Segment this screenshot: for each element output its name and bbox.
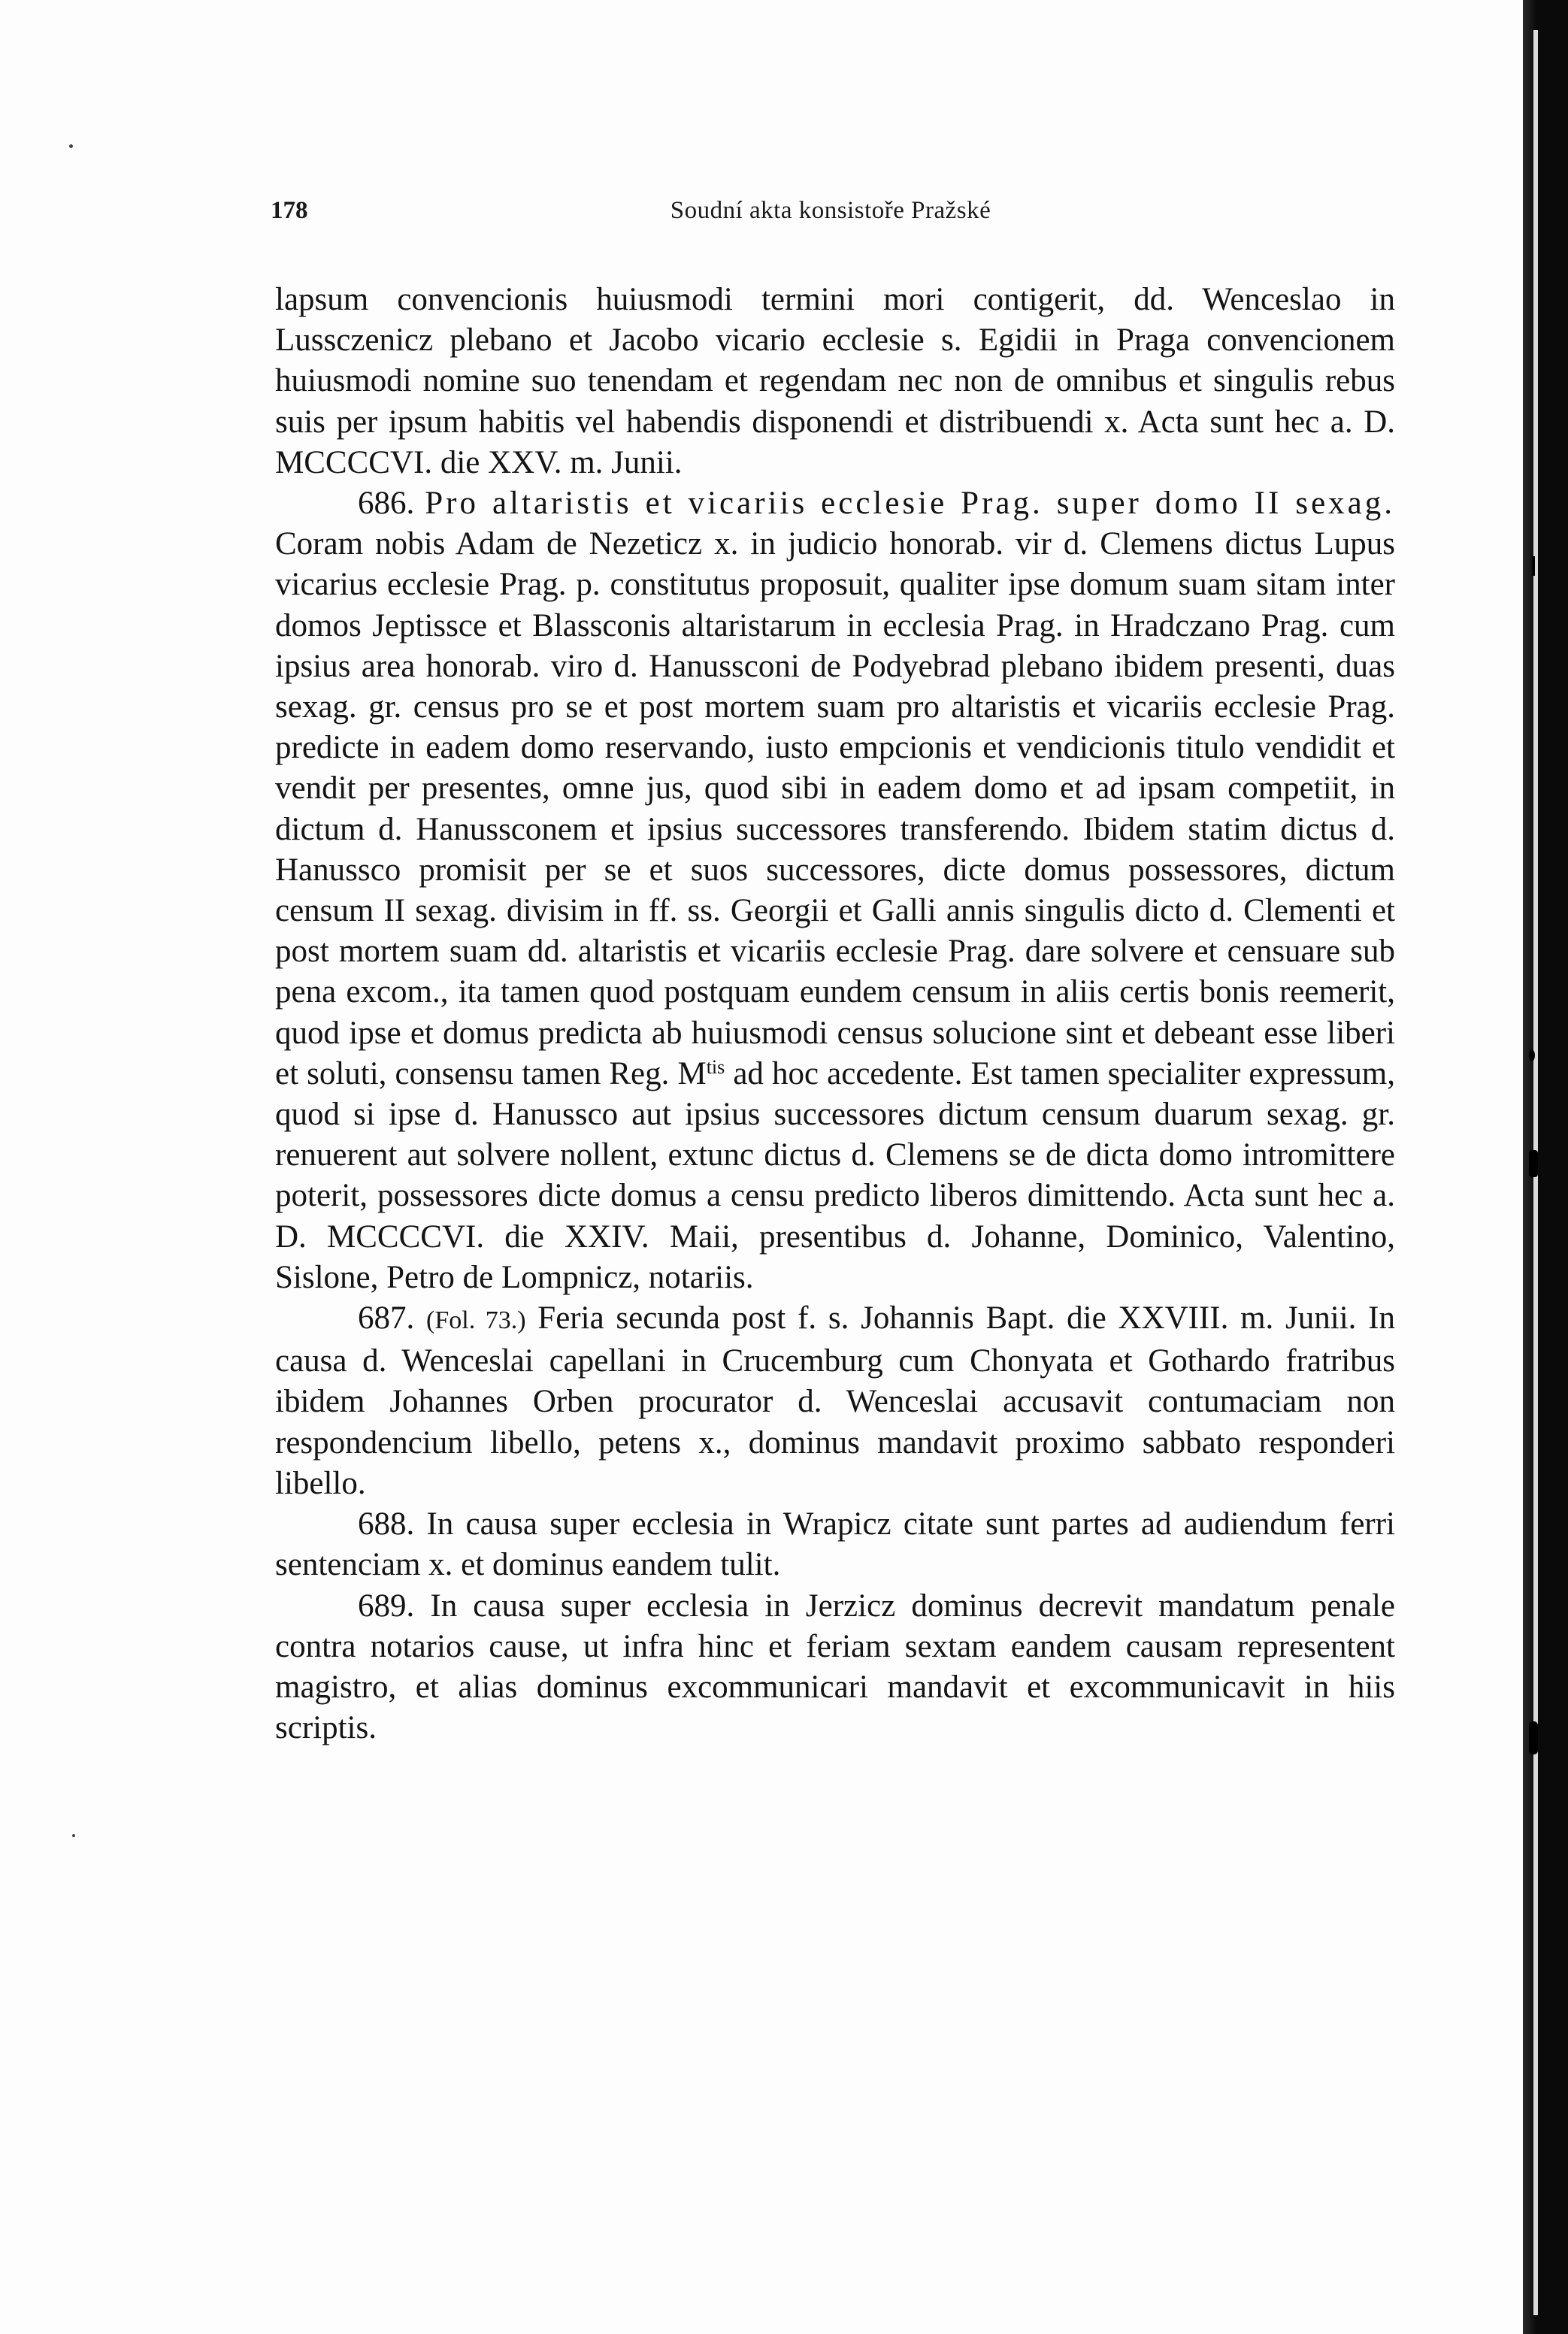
edge-mark <box>1529 1721 1538 1754</box>
entry-text: Coram nobis Adam de Nezeticz x. in judicio honorab. vir d. Clemens dictus Lupus vicarius ecclesie Prag. p. constitutus proposuit, qualiter ipse domum suam sitam inter domos Jeptissce et Blassconis altaristarum in ecclesia Prag. in Hradczano Prag. cum ipsius area honorab. viro d. Hanussconi de Podyebrad plebano ibidem presenti, duas sexag. gr. census pro se et post mortem suam pro altaristis et vicariis ecclesie Prag. predicte in eadem domo reservando, iusto empcionis et vendicionis titulo vendidit et vendit per presentes, omne jus, quod sibi in eadem domo et ad ipsam competiit, in dictum d. Hanussconem et ipsius successores transferendo. Ibidem statim dictus d. Hanussco promisit per se et suos successores, dicte domus possessores, dictum censum II sexag. divisim in ff. ss. Georgii et Galli annis singulis dicto d. Clementi et post mortem suam dd. altaristis et vicariis ecclesie Prag. dare solvere et censuare sub pena excom., ita tamen quod postquam eundem censum in aliis certis bonis reemerit, quod ipse et domus predicta ab huiusmodi census solucione sint et debeant esse liberi et soluti, consensu tamen Reg. M <box>275 526 1395 1091</box>
entry-number: 686. <box>358 486 415 522</box>
entry-686 <box>275 483 1395 1298</box>
entry-text: In causa super ecclesia in Wrapicz citate sunt partes ad audiendum ferri sentenciam x. et dominus eandem tulit. <box>275 1506 1395 1583</box>
entry-687 <box>275 1298 1395 1504</box>
page-header <box>271 197 1391 235</box>
entry-number: 688. <box>358 1506 415 1542</box>
entry-text: lapsum convencionis huiusmodi termini mori contigerit, dd. Wenceslao in Lussczenicz plebano et Jacobo vicario ecclesie s. Egidii in Praga convencionem huiusmodi nomine suo tenendam et regendam nec non de omnibus et singulis rebus suis per ipsum habitis vel habendis disponendi et distribuendi x. Acta sunt hec a. D. MCCCCVI. die XXV. m. Junii. <box>275 282 1395 480</box>
edge-mark <box>1529 1150 1538 1177</box>
document-body <box>275 280 1395 1748</box>
entry-689 <box>275 1586 1395 1749</box>
entry-continuation <box>275 280 1395 483</box>
entry-text: Feria secunda post f. s. Johannis Bapt. die XXVIII. m. Junii. In causa d. Wenceslai capellani in Crucemburg cum Chonyata et Gothardo fratribus ibidem Johannes Orben procurator d. Wenceslai accusavit contumaciam non respondencium libello, petens x., dominus mandavit proximo sabbato responderi libello. <box>275 1300 1396 1501</box>
entry-688 <box>275 1504 1395 1585</box>
scan-speck <box>69 144 73 148</box>
edge-mark <box>1532 556 1535 576</box>
page-number: 178 <box>271 197 308 224</box>
folio-reference: (Fol. 73.) <box>426 1306 526 1335</box>
edge-mark <box>1529 1049 1535 1061</box>
entry-heading: Pro altaristis et vicariis ecclesie Prag. super domo II sexag. <box>425 486 1396 522</box>
scan-speck <box>72 1834 75 1837</box>
entry-number: 687. <box>358 1300 415 1337</box>
entry-text: In causa super ecclesia in Jerzicz dominus decrevit mandatum penale contra notarios cause, ut infra hinc et feriam sextam eandem causam representent magistro, et alias dominus excommunicari mandavit et excommunicavit in hiis scriptis. <box>275 1588 1396 1746</box>
running-title: Soudní akta konsistoře Pražské <box>670 197 991 224</box>
entry-text-continued: ad hoc accedente. Est tamen specialiter expressum, quod si ipse d. Hanussco aut ipsius successores dictum censum duarum sexag. gr. renuerent aut solvere nollent, extunc dictus d. Clemens se de dicta domo intromittere poterit, possessores dicte domus a censu predicto liberos dimittendo. Acta sunt hec a. D. MCCCCVI. die XXIV. Maii, presentibus d. Johanne, Dominico, Valentino, Sislone, Petro de Lompnicz, notariis. <box>275 1055 1396 1295</box>
entry-number: 689. <box>358 1588 415 1624</box>
abbreviation-superscript: tis <box>706 1055 725 1078</box>
